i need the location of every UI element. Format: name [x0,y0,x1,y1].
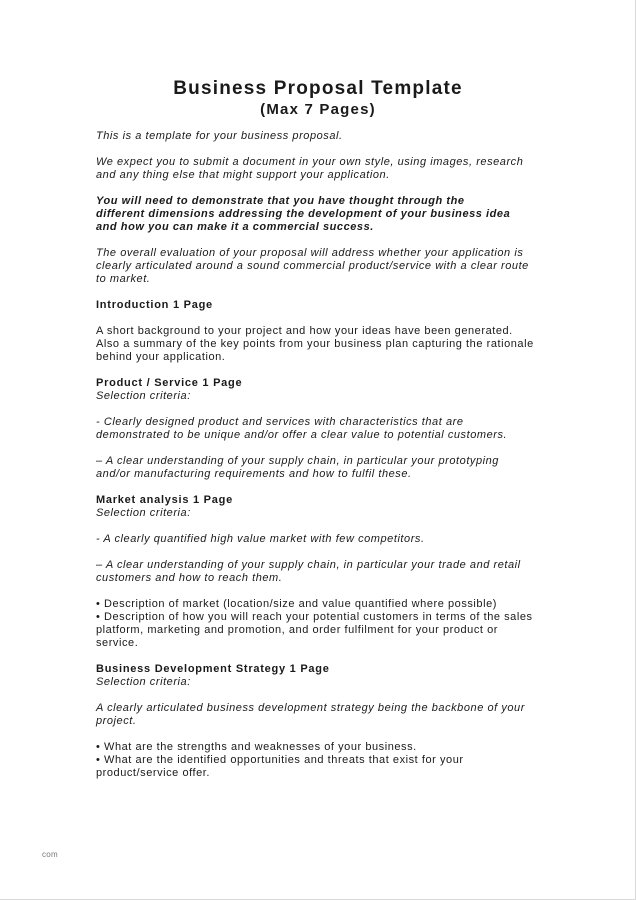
document-title: Business Proposal Template [173,78,463,99]
document-body [96,130,556,793]
section-heading-business-development: Business Development Strategy 1 Page [96,663,330,675]
intro-paragraph-3: You will need to demonstrate that you have thought through the different dimensions addressing the development of your business idea and how you can make it a commercial success. [96,195,511,233]
business-development-criteria-label: Selection criteria: [96,676,191,688]
business-development-paragraph-2: • What are the strengths and weaknesses of your business. • What are the identified opportunities and threats that exist for your product/service offer. [96,741,464,779]
introduction-paragraph: A short background to your project and how your ideas have been generated. Also a summary of the key points from your business plan capturing the rationale behind your application. [96,325,534,363]
section-heading-product-service: Product / Service 1 Page [96,377,243,389]
market-analysis-paragraph-2: – A clear understanding of your supply chain, in particular your trade and retail customers and how to reach them. [96,559,521,584]
market-analysis-paragraph-3: • Description of market (location/size and value quantified where possible) • Description of how you will reach your potential customers in terms of the sales platform, marketing and promotion, and order fulfilment for your product or service. [96,598,533,649]
section-heading-introduction: Introduction 1 Page [96,299,213,311]
section-heading-market-analysis: Market analysis 1 Page [96,494,233,506]
product-service-paragraph-1: - Clearly designed product and services with characteristics that are demonstrated to be unique and/or offer a clear value to potential customers. [96,416,508,441]
market-analysis-criteria-label: Selection criteria: [96,507,191,519]
product-service-criteria-label: Selection criteria: [96,390,191,402]
business-development-paragraph-1: A clearly articulated business development strategy being the backbone of your project. [96,702,525,727]
intro-paragraph-2: We expect you to submit a document in your own style, using images, research and any thing else that might support your application. [96,156,524,181]
page-footer: com [42,850,59,859]
market-analysis-paragraph-1: - A clearly quantified high value market with few competitors. [96,533,425,545]
document-subtitle: (Max 7 Pages) [260,101,376,118]
intro-paragraph-1: This is a template for your business proposal. [96,130,343,142]
product-service-paragraph-2: – A clear understanding of your supply chain, in particular your prototyping and/or manufacturing requirements and how to fulfil these. [96,455,499,480]
intro-paragraph-4: The overall evaluation of your proposal will address whether your application is clearly articulated around a sound commercial product/service with a clear route to market. [96,247,529,285]
